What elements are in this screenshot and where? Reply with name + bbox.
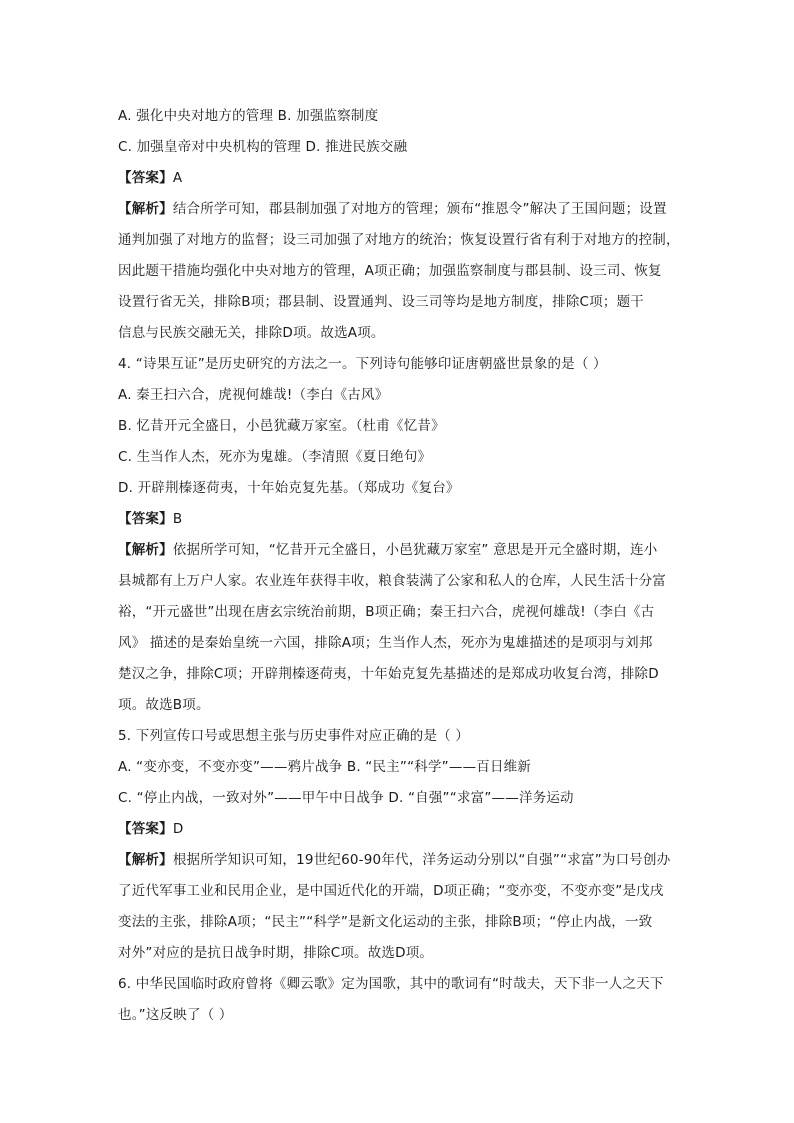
q5-analysis-line-1	[118, 845, 678, 876]
q4-option-a: A. 秦王扫六合，虎视何雄哉!（李白《古风》	[118, 387, 389, 403]
q5-stem: 5. 下列宣传口号或思想主张与历史事件对应正确的是（ ）	[118, 728, 470, 744]
q4-analysis-line-2: 县城都有上万户人家。农业连年获得丰收，粮食装满了公家和私人的仓库，人民生活十分富	[118, 573, 666, 589]
q4-option-c: C. 生当作人杰，死亦为鬼雄。（李清照《夏日绝句》	[118, 449, 432, 465]
q4-stem: 4. “诗果互证”是历史研究的方法之一。下列诗句能够印证唐朝盛世景象的是（ ）	[118, 356, 607, 372]
analysis-text: 依据所学可知，“忆昔开元全盛日，小邑犹藏万家室” 意思是开元全盛时期，连小	[172, 542, 658, 558]
q5-answer	[118, 814, 678, 845]
q5-analysis-line-3: 变法的主张，排除A项；“民主”“科学”是新文化运动的主张，排除B项；“停止内战，一致	[118, 914, 653, 930]
q4-analysis-line-3: 裕，“开元盛世”出现在唐玄宗统治前期，B项正确；秦王扫六合，虎视何雄哉!（李白《古	[118, 604, 655, 620]
q3-analysis-line-2: 通判加强了对地方的监督；设三司加强了对地方的统治；恢复设置行省有利于对地方的控制，	[118, 232, 680, 248]
q4-analysis-line-6: 项。故选B项。	[118, 697, 210, 713]
q5-option-line-2: C. “停止内战，一致对外”——甲午中日战争 D. “自强”“求富”——洋务运动	[118, 790, 574, 806]
q4-analysis-line-4: 风》 描述的是秦始皇统一六国，排除A项；生当作人杰，死亦为鬼雄描述的是项羽与刘邦	[118, 635, 653, 651]
q3-analysis-line-3: 因此题干措施均强化中央对地方的管理，A项正确；加强监察制度与郡县制、设三司、恢复	[118, 263, 662, 279]
q3-analysis-line-4: 设置行省无关，排除B项；郡县制、设置通判、设三司等均是地方制度，排除C项；题干	[118, 294, 644, 310]
answer-tag: 【答案】	[118, 170, 173, 186]
q4-option-b: B. 忆昔开元全盛日，小邑犹藏万家室。（杜甫《忆昔》	[118, 418, 445, 434]
q5-option-line-1: A. “变亦变，不变亦变”——鸦片战争 B. “民主”“科学”——百日维新	[118, 759, 532, 775]
answer-value: B	[172, 511, 183, 527]
q4-analysis-line-1	[118, 535, 678, 566]
analysis-tag: 【解析】	[118, 542, 173, 558]
q5-analysis-line-4: 对外”对应的是抗日战争时期，排除C项。故选D项。	[118, 945, 434, 961]
q4-analysis-line-5: 楚汉之争，排除C项；开辟荆榛逐荷夷，十年始克复先基描述的是郑成功收复台湾，排除D	[118, 666, 659, 682]
analysis-text: 结合所学可知，郡县制加强了对地方的管理；颁布“推恩令”解决了王国问题；设置	[172, 201, 667, 217]
q3-analysis-line-1	[118, 194, 678, 225]
analysis-tag: 【解析】	[118, 852, 173, 868]
q5-analysis-line-2: 了近代军事工业和民用企业，是中国近代化的开端，D项正确；“变亦变，不变亦变”是戊戌	[118, 883, 664, 899]
answer-value: A	[172, 170, 183, 186]
question-content	[118, 101, 678, 1031]
q4-answer	[118, 504, 678, 535]
answer-value: D	[172, 821, 184, 837]
q3-option-line-1: A. 强化中央对地方的管理 B. 加强监察制度	[118, 108, 379, 124]
q3-option-line-2: C. 加强皇帝对中央机构的管理 D. 推进民族交融	[118, 139, 408, 155]
q3-answer	[118, 163, 678, 194]
analysis-tag: 【解析】	[118, 201, 173, 217]
q4-option-d: D. 开辟荆榛逐荷夷，十年始克复先基。（郑成功《复台》	[118, 480, 460, 496]
q6-stem-line-1: 6. 中华民国临时政府曾将《卿云歌》定为国歌，其中的歌词有“时哉夫，天下非一人之天下	[118, 976, 664, 992]
q6-stem-line-2: 也。”这反映了（ ）	[118, 1007, 233, 1023]
q3-analysis-line-5: 信息与民族交融无关，排除D项。故选A项。	[118, 325, 385, 341]
answer-tag: 【答案】	[118, 511, 173, 527]
answer-tag: 【答案】	[118, 821, 173, 837]
analysis-text: 根据所学知识可知，19世纪60-90年代，洋务运动分别以“自强”“求富”为口号创办	[172, 852, 671, 868]
